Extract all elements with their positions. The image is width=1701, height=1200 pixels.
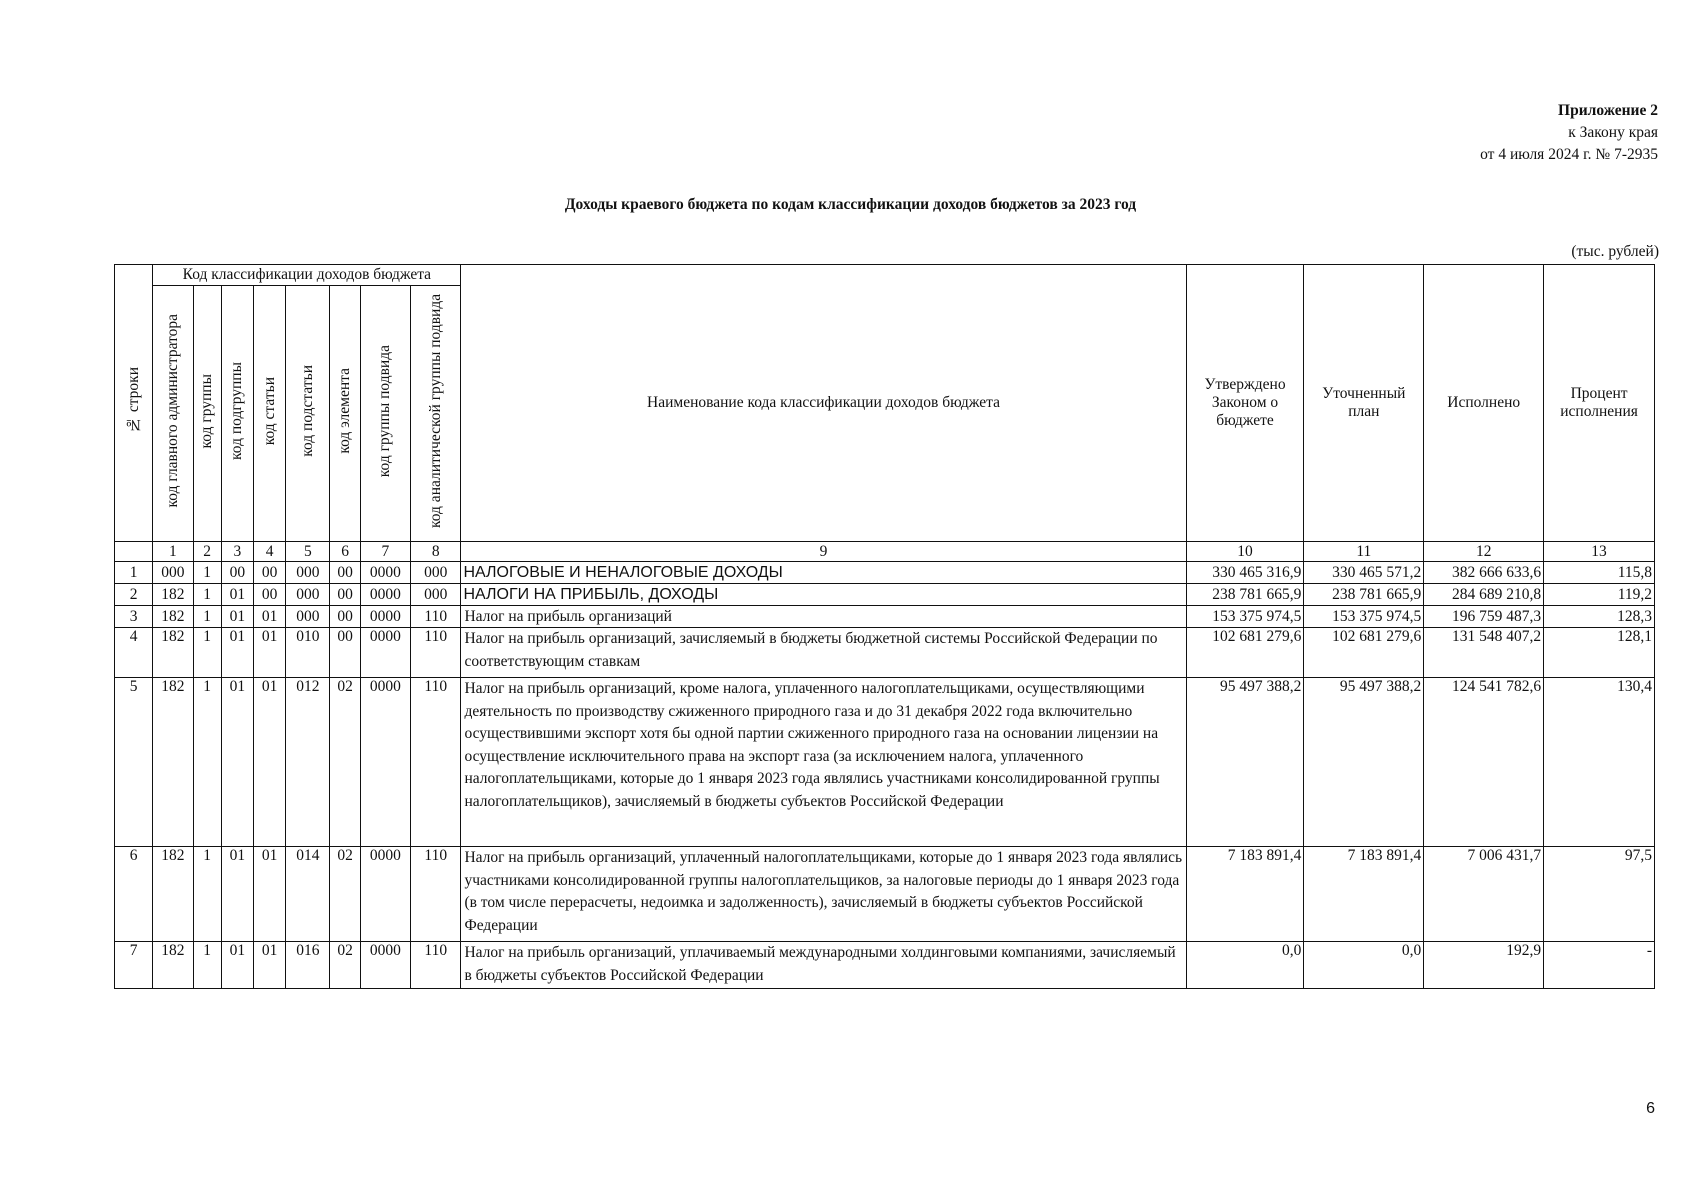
col-number: 9 <box>461 542 1186 562</box>
col-number: 13 <box>1544 542 1655 562</box>
code-group: 1 <box>193 584 221 606</box>
header-code-subgroup: код подгруппы <box>221 286 253 542</box>
code-article: 01 <box>253 942 285 989</box>
percent-value: 97,5 <box>1544 847 1655 942</box>
refined-value: 238 781 665,9 <box>1304 584 1424 606</box>
col-number: 5 <box>286 542 330 562</box>
income-name: Налог на прибыль организаций, зачисляемый в бюджеты бюджетной системы Российской Федерации по соответствующим ставкам <box>461 628 1186 678</box>
code-analytic-group: 110 <box>411 942 461 989</box>
header-name: Наименование кода классификации доходов бюджета <box>461 265 1186 542</box>
row-number: 3 <box>115 606 153 628</box>
row-number: 2 <box>115 584 153 606</box>
row-number: 1 <box>115 562 153 584</box>
code-subtype-group: 0000 <box>360 562 410 584</box>
percent-value: 119,2 <box>1544 584 1655 606</box>
code-element: 02 <box>330 847 360 942</box>
percent-value: 128,3 <box>1544 606 1655 628</box>
header-row-group <box>115 265 1655 286</box>
code-admin: 182 <box>153 628 193 678</box>
income-name: Налог на прибыль организаций, уплачиваемый международными холдинговыми компаниями, зачисляемый в бюджеты субъектов Российской Федерации <box>461 942 1186 989</box>
refined-value: 0,0 <box>1304 942 1424 989</box>
executed-value: 284 689 210,8 <box>1424 584 1544 606</box>
units-label: (тыс. рублей) <box>1571 243 1659 260</box>
code-element: 00 <box>330 628 360 678</box>
header-code-subtype-group: код группы подвида <box>360 286 410 542</box>
code-subarticle: 010 <box>286 628 330 678</box>
refined-value: 95 497 388,2 <box>1304 678 1424 847</box>
col-number: 7 <box>360 542 410 562</box>
col-number: 6 <box>330 542 360 562</box>
appendix-title: Приложение 2 <box>1558 102 1658 119</box>
income-name: Налог на прибыль организаций, уплаченный налогоплательщиками, которые до 1 января 2023 года являлись участниками консолидированной группы налогоплательщиков, за налоговые периоды до 1 января 2023 года (в том числе перерасчеты, недоимка и задолженность), зачисляемый в бюджеты субъектов Российской Федерации <box>461 847 1186 942</box>
code-analytic-group: 110 <box>411 678 461 847</box>
col-number: 1 <box>153 542 193 562</box>
code-admin: 182 <box>153 584 193 606</box>
approved-value: 153 375 974,5 <box>1186 606 1304 628</box>
approved-value: 238 781 665,9 <box>1186 584 1304 606</box>
code-element: 00 <box>330 584 360 606</box>
row-number: 7 <box>115 942 153 989</box>
code-subarticle: 000 <box>286 606 330 628</box>
code-subtype-group: 0000 <box>360 628 410 678</box>
header-code-subarticle: код подстатьи <box>286 286 330 542</box>
approved-value: 7 183 891,4 <box>1186 847 1304 942</box>
col-number: 4 <box>253 542 285 562</box>
appendix-block <box>1480 100 1658 166</box>
code-article: 01 <box>253 628 285 678</box>
code-subtype-group: 0000 <box>360 678 410 847</box>
header-row-number: № строки <box>115 265 153 542</box>
table-row <box>115 942 1655 989</box>
col-number <box>115 542 153 562</box>
table-row <box>115 847 1655 942</box>
code-group: 1 <box>193 562 221 584</box>
refined-value: 7 183 891,4 <box>1304 847 1424 942</box>
percent-value: 115,8 <box>1544 562 1655 584</box>
table-row <box>115 628 1655 678</box>
code-subgroup: 01 <box>221 584 253 606</box>
executed-value: 7 006 431,7 <box>1424 847 1544 942</box>
code-admin: 182 <box>153 678 193 847</box>
refined-value: 330 465 571,2 <box>1304 562 1424 584</box>
percent-value: 128,1 <box>1544 628 1655 678</box>
code-article: 00 <box>253 584 285 606</box>
code-subgroup: 01 <box>221 606 253 628</box>
approved-value: 0,0 <box>1186 942 1304 989</box>
col-number: 3 <box>221 542 253 562</box>
header-code-article: код статьи <box>253 286 285 542</box>
code-group: 1 <box>193 628 221 678</box>
refined-value: 153 375 974,5 <box>1304 606 1424 628</box>
income-name: Налог на прибыль организаций, кроме налога, уплаченного налогоплательщиками, осуществляющими деятельность по производству сжиженного природного газа и до 31 декабря 2022 года включительно осуществившими экспорт хотя бы одной партии сжиженного природного газа на основании лицензии на осуществление исключительного права на экспорт газа (за исключением налога, уплаченного налогоплательщиками, которые до 1 января 2023 года являлись участниками консолидированной группы налогоплательщиков), зачисляемый в бюджеты субъектов Российской Федерации <box>461 678 1186 847</box>
code-element: 02 <box>330 678 360 847</box>
code-analytic-group: 000 <box>411 562 461 584</box>
code-admin: 182 <box>153 942 193 989</box>
code-article: 01 <box>253 847 285 942</box>
col-number: 10 <box>1186 542 1304 562</box>
code-element: 02 <box>330 942 360 989</box>
income-name: НАЛОГИ НА ПРИБЫЛЬ, ДОХОДЫ <box>461 584 1186 606</box>
code-subtype-group: 0000 <box>360 942 410 989</box>
code-admin: 182 <box>153 847 193 942</box>
executed-value: 131 548 407,2 <box>1424 628 1544 678</box>
code-subarticle: 000 <box>286 584 330 606</box>
appendix-law: к Закону края <box>1568 124 1658 141</box>
col-number: 12 <box>1424 542 1544 562</box>
table-row <box>115 584 1655 606</box>
header-code-analytic-group: код аналитической группы подвида <box>411 286 461 542</box>
table-row <box>115 606 1655 628</box>
code-article: 01 <box>253 606 285 628</box>
approved-value: 330 465 316,9 <box>1186 562 1304 584</box>
document-title: Доходы краевого бюджета по кодам классификации доходов бюджетов за 2023 год <box>564 196 1137 213</box>
appendix-date: от 4 июля 2024 г. № 7-2935 <box>1480 146 1658 163</box>
header-code-group-col: код группы <box>193 286 221 542</box>
code-group: 1 <box>193 678 221 847</box>
executed-value: 382 666 633,6 <box>1424 562 1544 584</box>
col-number: 8 <box>411 542 461 562</box>
code-subgroup: 01 <box>221 628 253 678</box>
code-article: 00 <box>253 562 285 584</box>
col-number: 2 <box>193 542 221 562</box>
header-code-admin: код главного администратора <box>153 286 193 542</box>
code-subgroup: 01 <box>221 847 253 942</box>
row-number: 4 <box>115 628 153 678</box>
code-subgroup: 00 <box>221 562 253 584</box>
executed-value: 192,9 <box>1424 942 1544 989</box>
table-row <box>115 678 1655 847</box>
code-subgroup: 01 <box>221 678 253 847</box>
code-element: 00 <box>330 562 360 584</box>
page-number: 6 <box>1646 1100 1655 1117</box>
header-approved: Утверждено Законом о бюджете <box>1186 265 1304 542</box>
code-subarticle: 012 <box>286 678 330 847</box>
percent-value: - <box>1544 942 1655 989</box>
percent-value: 130,4 <box>1544 678 1655 847</box>
code-group: 1 <box>193 847 221 942</box>
code-subtype-group: 0000 <box>360 606 410 628</box>
code-analytic-group: 110 <box>411 606 461 628</box>
row-number: 6 <box>115 847 153 942</box>
code-analytic-group: 110 <box>411 628 461 678</box>
code-analytic-group: 110 <box>411 847 461 942</box>
header-code-element: код элемента <box>330 286 360 542</box>
code-group: 1 <box>193 606 221 628</box>
code-subarticle: 016 <box>286 942 330 989</box>
approved-value: 95 497 388,2 <box>1186 678 1304 847</box>
code-subtype-group: 0000 <box>360 847 410 942</box>
header-percent: Процент исполнения <box>1544 265 1655 542</box>
income-name: Налог на прибыль организаций <box>461 606 1186 628</box>
executed-value: 196 759 487,3 <box>1424 606 1544 628</box>
refined-value: 102 681 279,6 <box>1304 628 1424 678</box>
code-admin: 000 <box>153 562 193 584</box>
income-name: НАЛОГОВЫЕ И НЕНАЛОГОВЫЕ ДОХОДЫ <box>461 562 1186 584</box>
table-row <box>115 562 1655 584</box>
code-subarticle: 000 <box>286 562 330 584</box>
column-number-row <box>115 542 1655 562</box>
approved-value: 102 681 279,6 <box>1186 628 1304 678</box>
header-executed: Исполнено <box>1424 265 1544 542</box>
header-code-group: Код классификации доходов бюджета <box>153 265 461 286</box>
col-number: 11 <box>1304 542 1424 562</box>
executed-value: 124 541 782,6 <box>1424 678 1544 847</box>
row-number: 5 <box>115 678 153 847</box>
code-element: 00 <box>330 606 360 628</box>
code-group: 1 <box>193 942 221 989</box>
code-subarticle: 014 <box>286 847 330 942</box>
code-subgroup: 01 <box>221 942 253 989</box>
code-admin: 182 <box>153 606 193 628</box>
income-table <box>114 264 1655 989</box>
code-analytic-group: 000 <box>411 584 461 606</box>
header-refined: Уточненный план <box>1304 265 1424 542</box>
code-subtype-group: 0000 <box>360 584 410 606</box>
code-article: 01 <box>253 678 285 847</box>
